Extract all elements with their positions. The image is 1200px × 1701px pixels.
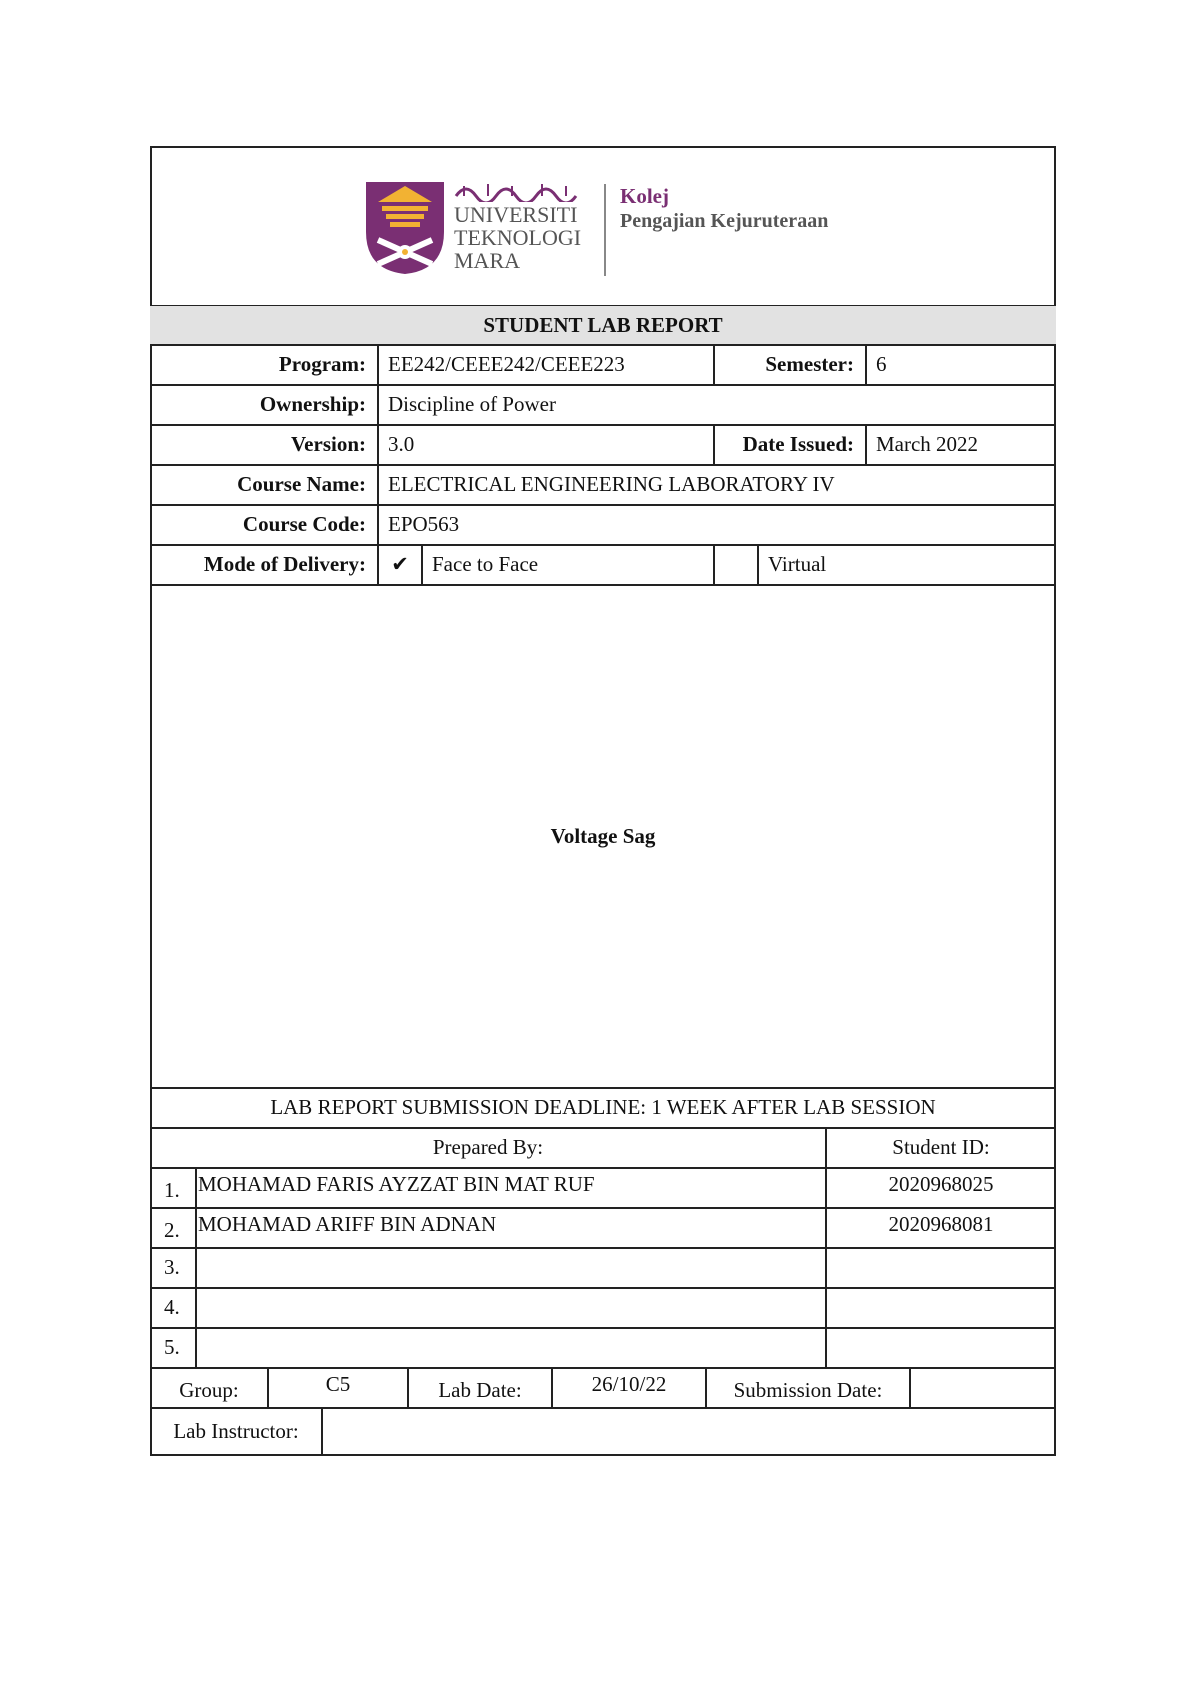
mode-of-delivery-row [150,545,1056,584]
column-divider [825,1128,827,1368]
member-student-id: 2020968025 [888,1172,994,1196]
arabic-calligraphy-icon [454,180,586,202]
member-row [150,1328,1056,1367]
members-header-row [150,1128,1056,1167]
course-code-row [150,505,1056,544]
version-row [150,425,1056,464]
member-name: MOHAMAD ARIFF BIN ADNAN [198,1212,497,1236]
member-name [196,1328,826,1367]
report-title: STUDENT LAB REPORT [483,312,723,337]
mode-option-face-to-face: Face to Face [432,552,539,576]
submission-date-label: Submission Date: [733,1378,883,1402]
column-divider [865,345,867,385]
group-value: C5 [325,1372,351,1396]
column-divider [407,1368,409,1408]
column-divider [705,1368,707,1408]
member-student-id [826,1248,1056,1287]
deadline-row [150,1088,1056,1127]
prepared-by-label: Prepared By: [432,1135,544,1159]
column-divider [757,545,759,585]
course-name-label: Course Name: [237,472,366,496]
program-row [150,345,1056,384]
column-divider [713,345,715,385]
mode-label: Mode of Delivery: [203,552,366,576]
member-name [196,1248,826,1287]
member-number: 5. [164,1335,180,1359]
student-id-label: Student ID: [892,1135,990,1159]
program-value: EE242/CEEE242/CEEE223 [388,352,625,376]
group-label: Group: [179,1378,239,1402]
college-subtitle: Pengajian Kejuruteraan [620,210,829,232]
column-divider [551,1368,553,1408]
lab-report-cover [150,146,1056,1456]
version-value: 3.0 [388,432,415,456]
column-divider [267,1368,269,1408]
member-number: 3. [164,1255,180,1279]
course-code-value: EPO563 [388,512,460,536]
column-divider [377,345,379,585]
column-divider [909,1368,911,1408]
lab-instructor-row [150,1408,1056,1454]
program-label: Program: [278,352,366,376]
date-issued-value: March 2022 [876,432,979,456]
ownership-value: Discipline of Power [388,392,556,416]
face-to-face-checkbox[interactable]: ✔ [391,552,409,576]
column-divider [421,545,423,585]
column-divider [713,545,715,585]
lab-instructor-label: Lab Instructor: [173,1418,299,1443]
lab-instructor-field[interactable] [322,1408,1056,1454]
virtual-checkbox[interactable] [714,545,758,584]
column-divider [321,1408,323,1454]
logo-divider [604,184,606,276]
university-name-line2: TEKNOLOGI [454,225,582,250]
member-student-id [826,1328,1056,1367]
university-name-line3: MARA [454,248,521,273]
column-divider [195,1168,197,1368]
member-number: 4. [164,1295,180,1319]
member-student-id [826,1288,1056,1327]
arabic-script-mark [454,180,586,202]
column-divider [865,425,867,465]
version-label: Version: [290,432,366,456]
submission-deadline: LAB REPORT SUBMISSION DEADLINE: 1 WEEK AFTER LAB SESSION [270,1095,936,1119]
ownership-label: Ownership: [259,392,366,416]
semester-value: 6 [876,352,887,376]
report-title-row [150,306,1056,344]
member-number: 1. [164,1178,180,1202]
submission-date-field[interactable] [910,1368,1056,1407]
lab-date-value: 26/10/22 [591,1372,667,1396]
college-name: Kolej [620,184,669,208]
course-name-row [150,465,1056,504]
course-name-value: ELECTRICAL ENGINEERING LABORATORY IV [388,472,835,496]
member-row [150,1168,1056,1207]
member-row [150,1248,1056,1287]
university-name-line1: UNIVERSITI [454,202,578,227]
course-code-label: Course Code: [242,512,366,536]
member-row [150,1288,1056,1327]
lab-date-label: Lab Date: [438,1378,522,1402]
session-info-row [150,1368,1056,1407]
experiment-title: Voltage Sag [550,823,656,848]
member-number: 2. [164,1218,180,1242]
member-student-id: 2020968081 [888,1212,994,1236]
uitm-crest-icon [364,180,446,276]
mode-option-virtual: Virtual [768,552,827,576]
member-name: MOHAMAD FARIS AYZZAT BIN MAT RUF [198,1172,595,1196]
column-divider [713,425,715,465]
header-logo-area [364,180,844,276]
member-name [196,1288,826,1327]
ownership-row [150,385,1056,424]
date-issued-label: Date Issued: [742,432,854,456]
semester-label: Semester: [765,352,854,376]
member-row [150,1208,1056,1247]
experiment-title-area [150,585,1056,1087]
